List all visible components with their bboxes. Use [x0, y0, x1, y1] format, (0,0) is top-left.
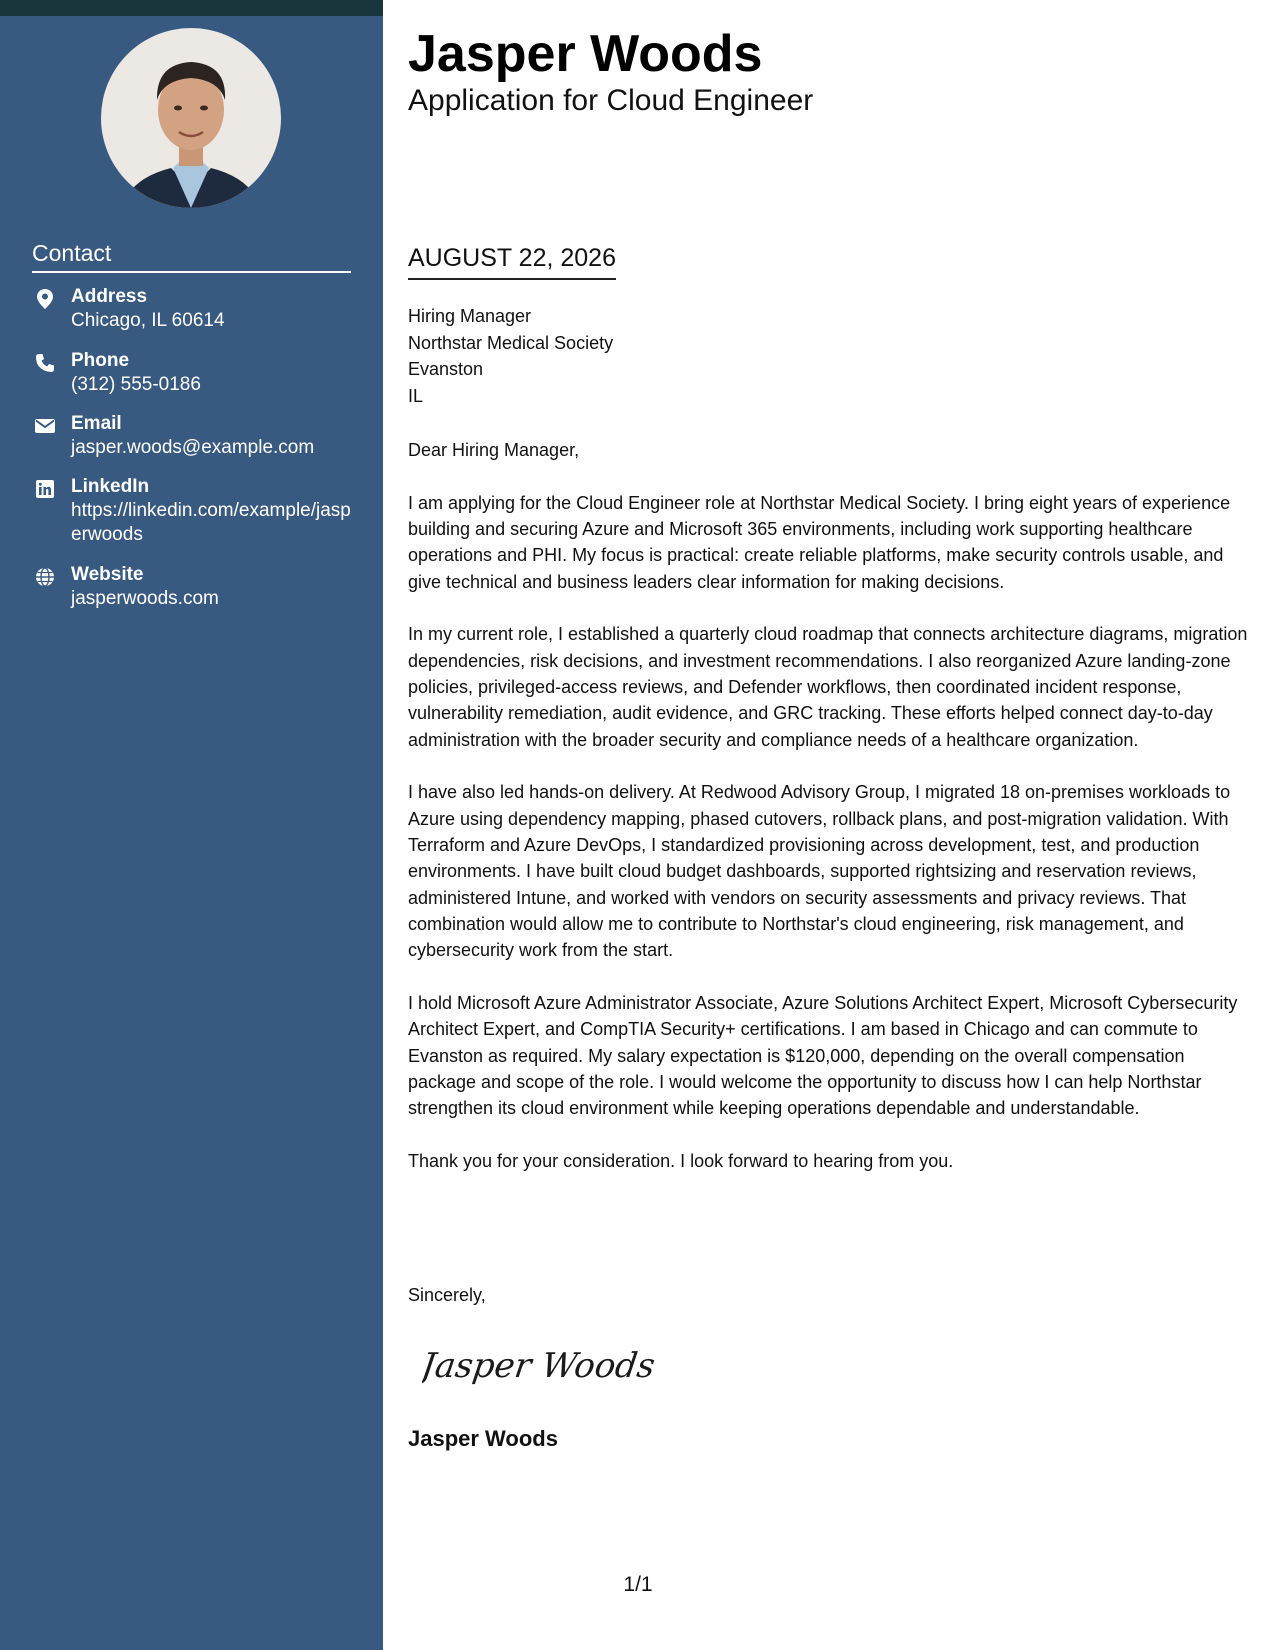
body-paragraph: I am applying for the Cloud Engineer role at Northstar Medical Society. I bring eight years of experience building and securing Azure and Microsoft 365 environments, including work supporting healthcare operations and PHI. My focus is practical: create reliable platforms, make security controls usable, and give technical and business leaders clear information for making decisions. [408, 492, 1231, 592]
letter-date: AUGUST 22, 2026 [408, 242, 616, 280]
handwritten-signature [422, 1335, 662, 1395]
recipient-block [408, 303, 613, 409]
closing: Sincerely, [408, 1285, 486, 1305]
applicant-name: Jasper Woods [408, 25, 763, 83]
sidebar-top-bar [0, 0, 383, 16]
contact-value-linkedin[interactable]: https://linkedin.com/example/jasperwoods [71, 500, 351, 545]
body-paragraph: Thank you for your consideration. I look forward to hearing from you. [408, 1151, 954, 1172]
contact-label-linkedin: LinkedIn [71, 476, 150, 497]
page-number: 1/1 [623, 1573, 653, 1596]
linkedin-icon [34, 478, 56, 500]
phone-icon [34, 352, 56, 374]
contact-value-email[interactable]: jasper.woods@example.com [71, 437, 315, 458]
location-pin-icon [34, 288, 56, 310]
application-subtitle: Application for Cloud Engineer [408, 84, 814, 117]
profile-photo [101, 28, 281, 208]
recipient-line: Evanston [408, 359, 484, 379]
recipient-line: IL [408, 385, 424, 406]
recipient-line: Northstar Medical Society [408, 332, 614, 353]
envelope-icon [34, 415, 56, 437]
contact-value-phone: (312) 555-0186 [71, 374, 201, 395]
sidebar [0, 0, 383, 1650]
letter-body [408, 437, 1250, 1201]
signature-glyphs: Jasper Woods [422, 1346, 658, 1386]
contact-label-email: Email [71, 413, 122, 434]
salutation: Dear Hiring Manager, [408, 440, 580, 460]
contact-value-address: Chicago, IL 60614 [71, 310, 225, 331]
contact-label-address: Address [71, 286, 148, 307]
body-paragraph: I have also led hands-on delivery. At Redwood Advisory Group, I migrated 18 on-premises workloads to Azure using dependency mapping, phased cutovers, rollback plans, and post-migration validation. With Terraform and Azure DevOps, I standardized provisioning across development, test, and production environments. I have built cloud budget dashboards, supported rightsizing and reservation reviews, administered Intune, and worked with vendors on security assessments and privacy reviews. That combination would allow me to contribute to Northstar's cloud engineering, risk management, and cybersecurity work from the start. [408, 782, 1231, 961]
body-paragraph: In my current role, I established a quarterly cloud roadmap that connects architecture diagrams, migration dependencies, risk decisions, and investment recommendations. I also reorganized Azure landing-zone policies, privileged-access reviews, and Defender workflows, then coordinated incident response, vulnerability remediation, audit evidence, and GRC tracking. These efforts helped connect day-to-day administration with the broader security and compliance needs of a healthcare organization. [408, 624, 1248, 750]
signer-name: Jasper Woods [408, 1426, 558, 1451]
contact-value-website[interactable]: jasperwoods.com [71, 588, 219, 609]
recipient-line: Hiring Manager [408, 306, 532, 326]
contact-label-phone: Phone [71, 350, 130, 371]
body-paragraph: I hold Microsoft Azure Administrator Associate, Azure Solutions Architect Expert, Microsoft Cybersecurity Architect Expert, and CompTIA Security+ certifications. I am based in Chicago and can commute to Evanston as required. My salary expectation is $120,000, depending on the overall compensation package and scope of the role. I would welcome the opportunity to discuss how I can help Northstar strengthen its cloud environment while keeping operations dependable and understandable. [408, 993, 1238, 1119]
contact-heading: Contact [32, 240, 351, 273]
contact-label-website: Website [71, 564, 144, 585]
globe-icon [34, 566, 56, 588]
